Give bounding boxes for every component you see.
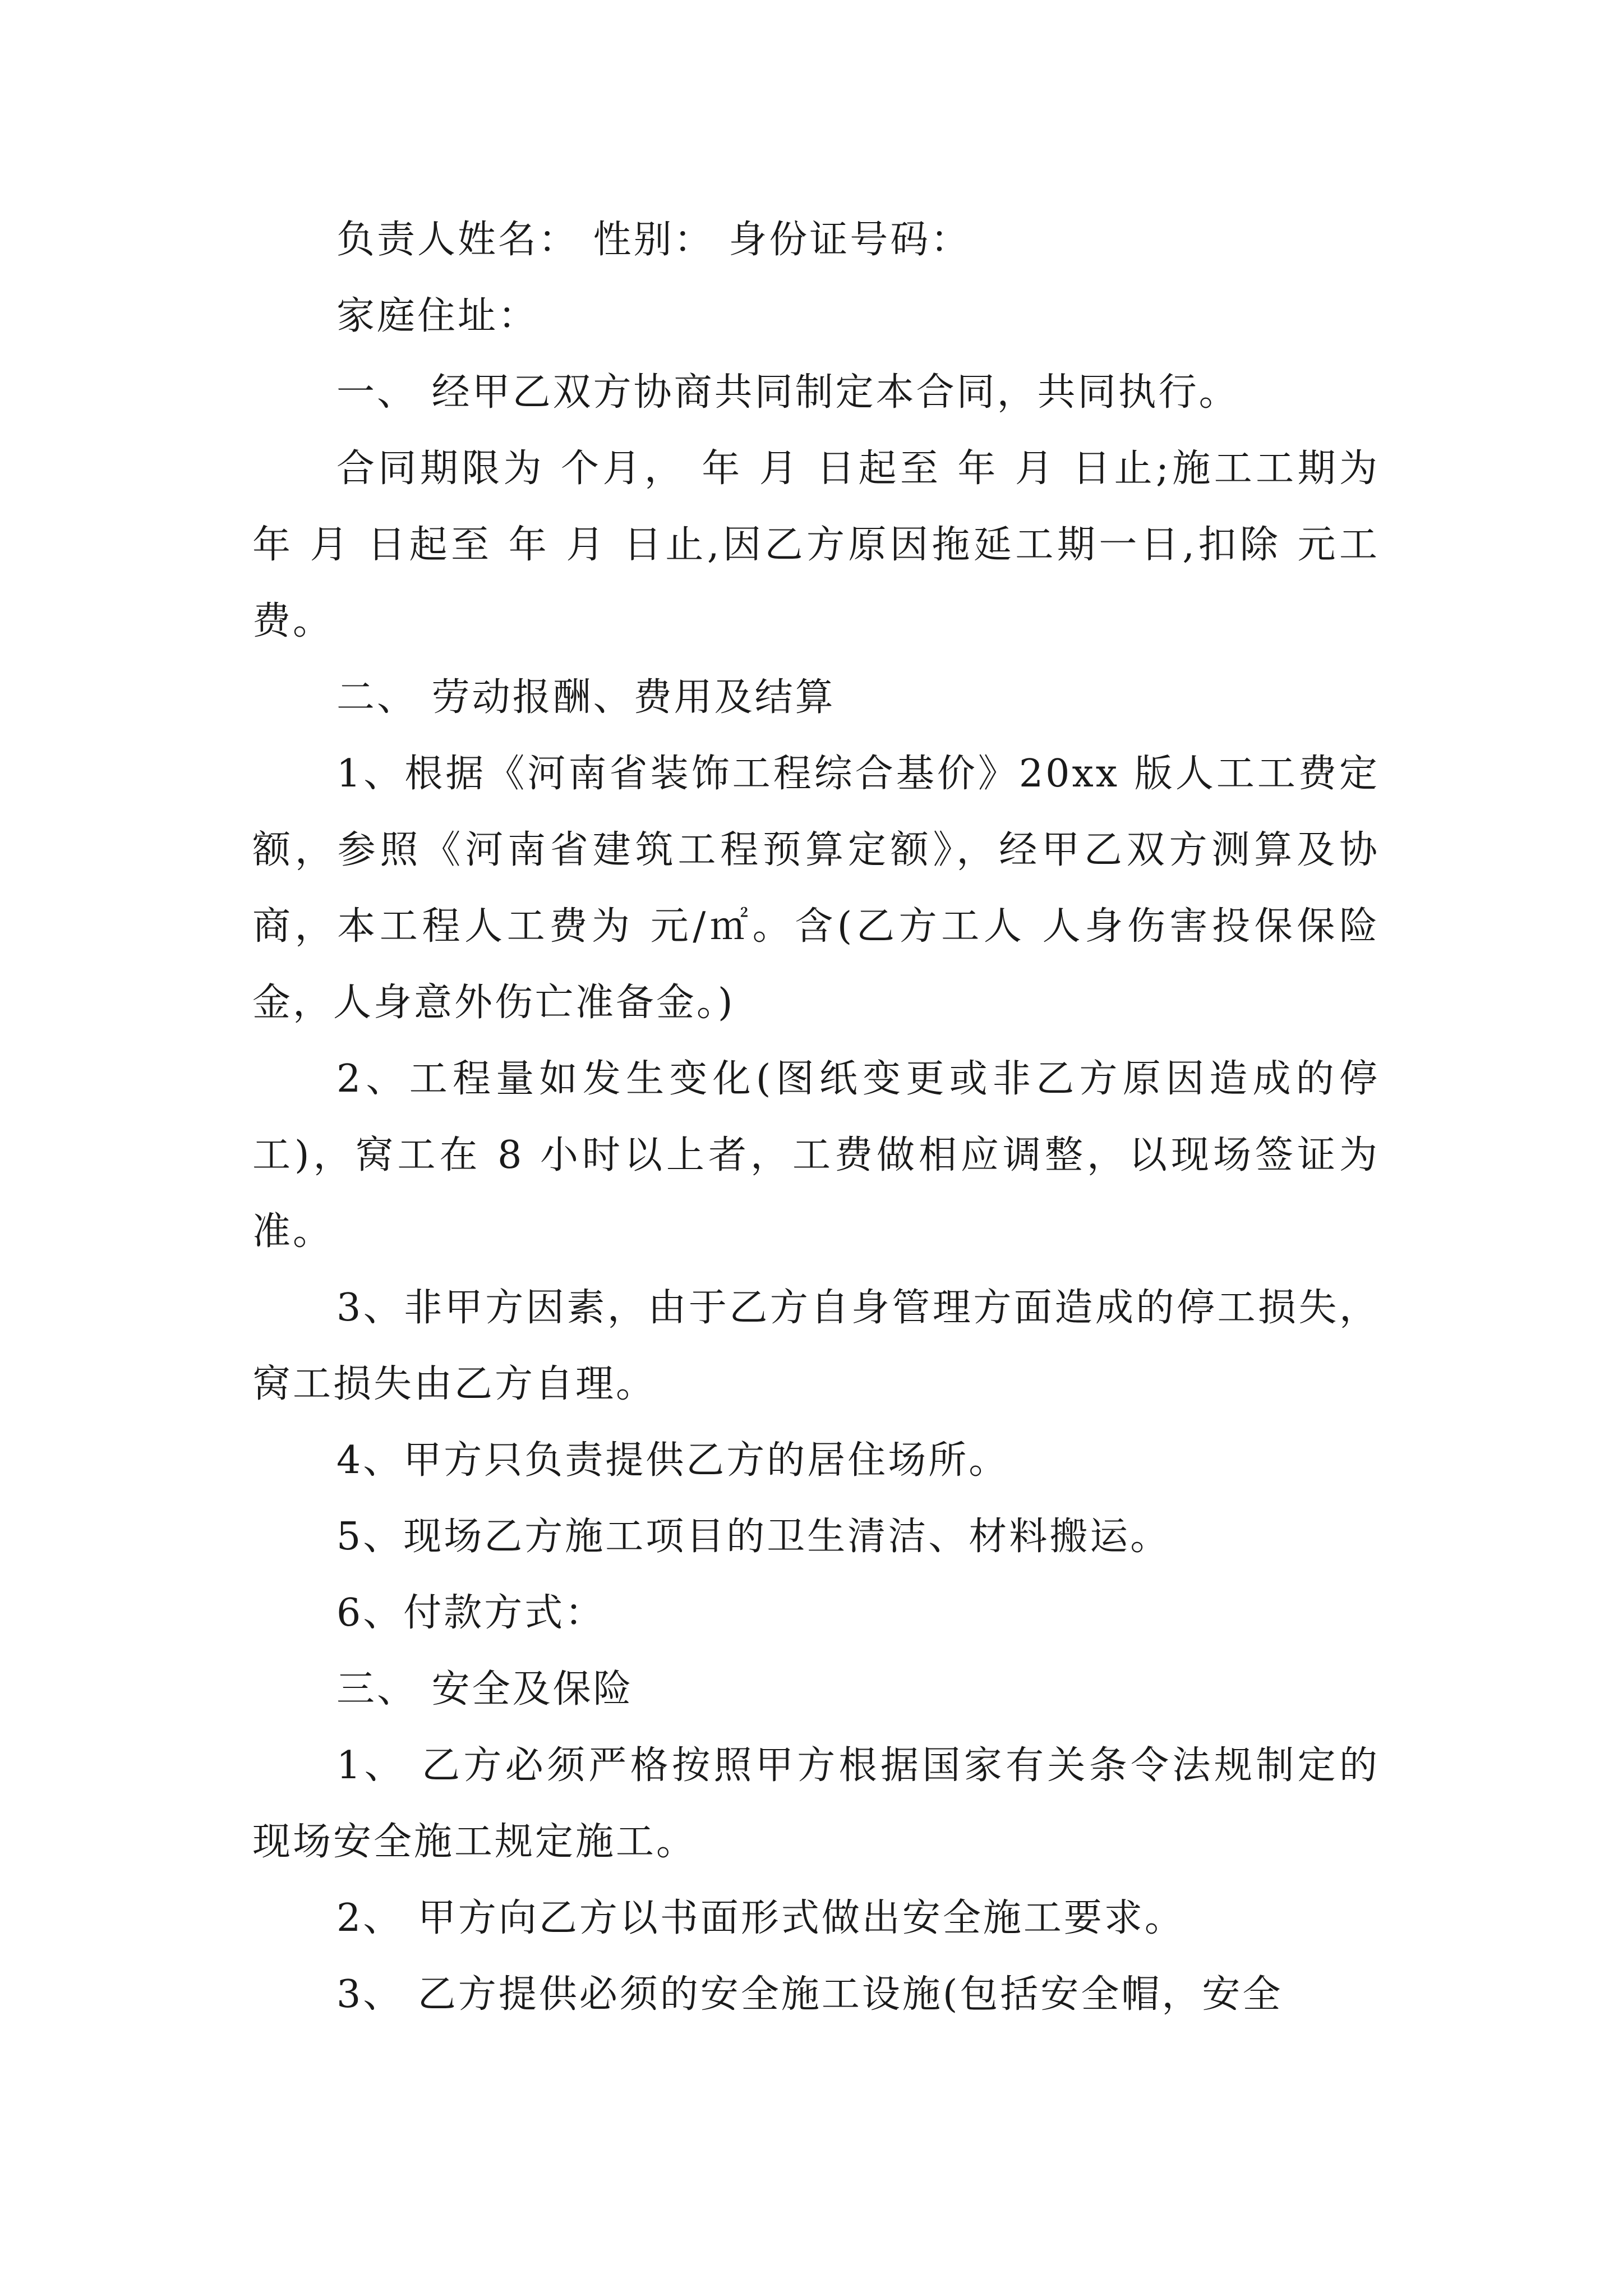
paragraph-item-1: 1、根据《河南省装饰工程综合基价》20xx 版人工工费定额，参照《河南省建筑工程预算定额》，经甲乙双方测算及协商，本工程人工费为 元/㎡。含(乙方工人 人身伤害投保保险金，人身意外伤亡准备金。) (252, 752, 1380, 1025)
paragraph-item-3: 3、非甲方因素，由于乙方自身管理方面造成的停工损失，窝工损失由乙方自理。 (252, 1286, 1380, 1406)
paragraph-item-6: 6、付款方式： (336, 1591, 606, 1635)
paragraph-safety-3: 3、 乙方提供必须的安全施工设施(包括安全帽，安全 (336, 1972, 1283, 2017)
paragraph-home-address: 家庭住址： (336, 294, 539, 338)
paragraph-item-2: 2、工程量如发生变化(图纸变更或非乙方原因造成的停工)，窝工在 8 小时以上者，工费做相应调整，以现场签证为准。 (252, 1057, 1380, 1254)
paragraph-contract-term: 合同期限为 个月， 年 月 日起至 年 月 日止;施工工期为 年 月 日起至 年 月 日止,因乙方原因拖延工期一日,扣除 元工费。 (252, 447, 1380, 643)
paragraph-section-one: 一、 经甲乙双方协商共同制定本合同，共同执行。 (336, 370, 1239, 415)
paragraph-item-4: 4、甲方只负责提供乙方的居住场所。 (336, 1438, 1009, 1483)
paragraph-safety-1: 1、 乙方必须严格按照甲方根据国家有关条令法规制定的现场安全施工规定施工。 (252, 1743, 1380, 1864)
paragraph-item-5: 5、现场乙方施工项目的卫生清洁、材料搬运。 (336, 1515, 1171, 1559)
paragraph-section-three: 三、 安全及保险 (336, 1667, 634, 1711)
document-body (252, 202, 1380, 2033)
paragraph-safety-2: 2、 甲方向乙方以书面形式做出安全施工要求。 (336, 1896, 1185, 1940)
paragraph-responsible-person: 负责人姓名： 性别： 身份证号码： (336, 218, 971, 262)
paragraph-section-two: 二、 劳动报酬、费用及结算 (336, 675, 836, 720)
